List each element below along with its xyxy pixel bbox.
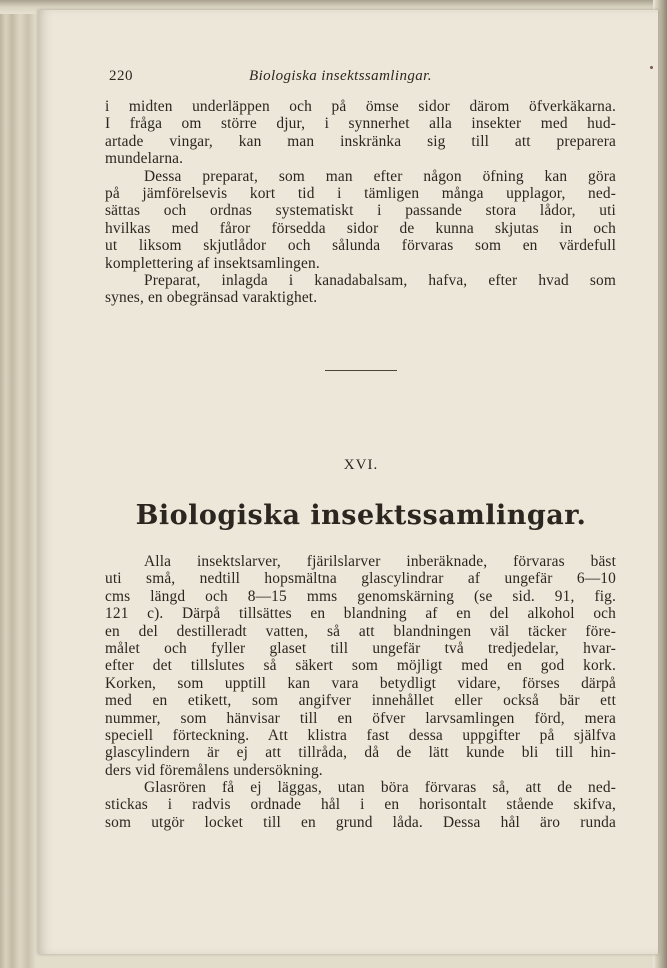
text-line: 121 c). Därpå tillsättes en blandning af en del alkohol och [105,605,616,623]
page-number: 220 [109,68,133,84]
text-line: stickas i radvis ordnade hål i en horisontalt stående skifva, [105,796,616,814]
text-line: en del destilleradt vatten, så att blandningen väl täcker före- [105,622,616,640]
text-line: ut liksom skjutlådor och sålunda förvaras som en värdefull [105,237,616,255]
top-text-block [105,98,616,307]
running-head: Biologiska insektssamlingar. [249,68,432,84]
text-line: synes, en obegränsad varaktighet. [105,289,318,307]
section-divider [325,370,397,371]
text-line: Dessa preparat, som man efter någon öfning kan göra [144,167,616,185]
text-line: på jämförelsevis kort tid i tämligen många upplagor, ned- [105,184,616,202]
text-line: mundelarna. [105,150,184,168]
text-line: som utgör locket till en grund låda. Dessa hål äro runda [105,813,616,831]
text-line: uti små, nedtill hopsmältna glascylindrar af ungefär 6—10 [105,570,616,588]
section-number: XVI. [343,457,379,473]
text-line: glascylindern är ej att tillråda, då de lätt kunde bli till hin- [105,744,616,762]
text-line: Preparat, inlagda i kanadabalsam, hafva, efter hvad som [144,271,616,289]
text-line: i midten underläppen och på ömse sidor därom öfverkäkarna. [105,98,616,115]
section-body [105,553,616,831]
text-line: artade vingar, kan man inskränka sig till att preparera [105,132,616,150]
text-line: cms längd och 8—15 mms genomskärning (se sid. 91, fig. [105,587,616,605]
text-line: Alla insektslarver, fjärilslarver inberäknade, förvaras bäst [144,553,616,570]
section-title: Biologiska insektssamlingar. [135,500,587,531]
text-line: ders vid föremålens undersökning. [105,761,323,779]
text-line: sättas och ordnas systematiskt i passande stora lådor, uti [105,202,616,220]
text-line: nummer, som hänvisar till en öfver larvsamlingen förd, mera [105,709,616,727]
text-line: Korken, som upptill kan vara betydligt vidare, förses därpå [105,674,616,692]
paper-speck [650,66,653,69]
text-line: komplettering af insektsamlingen. [105,254,320,272]
text-line: Glasrören få ej läggas, utan böra förvaras så, att de ned- [144,779,616,797]
text-line: målet och fyller glaset till ungefär två tredjedelar, hvar- [105,639,616,657]
text-line: I fråga om större djur, i synnerhet alla insekter med hud- [105,115,616,133]
text-line: hvilkas med fåror försedda sidor de kunna skjutas in och [105,219,616,237]
text-line: speciell förteckning. Att klistra fast dessa uppgifter på själfva [105,726,616,744]
page-header [109,64,619,90]
text-line: med en etikett, som angifver innehållet eller också bär ett [105,692,616,710]
text-line: efter det tillslutes så säkert som möjligt med en god kork. [105,657,616,675]
